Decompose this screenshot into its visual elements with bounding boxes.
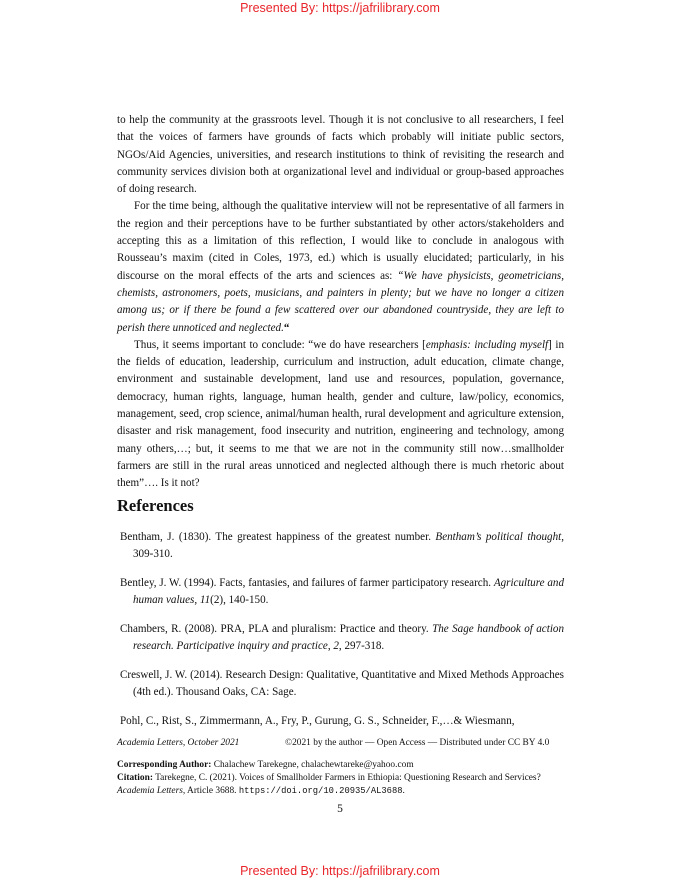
license-info: ©2021 by the author — Open Access — Distributed under CC BY 4.0: [285, 738, 550, 748]
ref-2-text: Bentley, J. W. (1994). Facts, fantasies, and failures of farmer participatory research.: [120, 577, 494, 589]
top-banner-link[interactable]: Presented By: https://jafrilibrary.com: [240, 1, 440, 15]
ref-3-sep: ,: [327, 640, 334, 652]
bottom-banner-link[interactable]: Presented By: https://jafrilibrary.com: [240, 864, 440, 878]
ref-1-source: Bentham’s political thought: [435, 531, 562, 543]
reference-item: [117, 575, 564, 609]
reference-item: [117, 529, 564, 563]
paragraph-3: [117, 337, 564, 493]
ref-4-text: Creswell, J. W. (2014). Research Design: Qualitative, Quantitative and Mixed Methods Approaches (4th ed.). Thousand Oaks, CA: Sage.: [120, 669, 564, 698]
ref-2-sep: ,: [194, 594, 200, 606]
references-heading: References: [117, 496, 194, 515]
paragraph-2-text: For the time being, although the qualitative interview will not be representative of all farmers in the region and their perceptions have to be further substantiated by other actors/stakeholders and accepting this as a limitation of this reflection, I would like to conclude in analogous with Rousseau’s maxim (cited in Coles, 1973, ed.) which is usually elucidated; particularly, in his discourse on the moral effects of the arts and sciences as:: [117, 200, 564, 282]
ref-1-pages: , 309-310.: [133, 531, 564, 560]
citation-article: , Article 3688.: [182, 786, 239, 796]
paragraph-3-text-a: Thus, it seems important to conclude: “we do have researchers [: [134, 338, 426, 351]
citation-journal: Academia Letters: [117, 786, 183, 796]
reference-item: [117, 667, 564, 701]
journal-info: Academia Letters, October 2021: [117, 738, 240, 748]
ref-2-volume: 11: [199, 594, 211, 606]
ref-2-source: Agriculture and human values: [133, 577, 564, 606]
ref-3-text: Chambers, R. (2008). PRA, PLA and pluralism: Practice and theory.: [120, 623, 433, 635]
page-number: 5: [337, 803, 343, 815]
paragraph-3-text-b: ] in the fields of education, leadership, curriculum and instruction, adult education, climate change, environment and sustainable development, land use and resources, population, governance, democracy, human rights, language, human health, gender and culture, law/policy, economics, management, seed, crop science, animal/human health, rural development and agriculture extension, disaster and risk management, food insecurity and nutrition, engineering and technology, among many others,…; but, it seems to me that we are not in the community still now…smallholder farmers are still in the rural areas unnoticed and neglected although there is much rhetoric about them”…. Is it not?: [117, 338, 564, 490]
reference-item: [117, 621, 564, 655]
paragraph-3-emphasis: emphasis: including myself: [425, 338, 549, 351]
reference-item: [117, 713, 564, 730]
corresponding-author: [117, 759, 577, 772]
author-label: Corresponding Author:: [117, 760, 212, 770]
ref-2-pages: (2), 140-150.: [210, 594, 269, 606]
references-list: [117, 529, 564, 742]
citation-text: Tarekegne, C. (2021). Voices of Smallholder Farmers in Ethiopia: Questioning Research and Services?: [152, 773, 541, 783]
quote-mark: “: [283, 321, 290, 334]
citation: [117, 772, 577, 798]
ref-3-volume: 2: [333, 640, 339, 652]
footer-line: [117, 738, 564, 748]
author-value: Chalachew Tarekegne, chalachewtareke@yahoo.com: [211, 760, 414, 770]
ref-3-pages: , 297-318.: [338, 640, 385, 652]
citation-end: .: [402, 786, 405, 796]
body-text: [117, 112, 564, 493]
footer-meta: [117, 759, 577, 798]
ref-3-source: The Sage handbook of action research. Participative inquiry and practice: [133, 623, 564, 652]
paragraph-1: to help the community at the grassroots level. Though it is not conclusive to all researchers, I feel that the voices of farmers have grounds of facts which probably will initiate public sectors, NGOs/Aid Agencies, universities, and research institutions to think of revisiting the research and community services division both at organizational level and individual or group-based approaches of doing research.: [117, 114, 564, 196]
ref-1-text: Bentham, J. (1830). The greatest happiness of the greatest number.: [120, 531, 436, 543]
paragraph-2: [117, 198, 564, 336]
ref-5-text: Pohl, C., Rist, S., Zimmermann, A., Fry, P., Gurung, G. S., Schneider, F.,…& Wiesmann,: [120, 715, 515, 727]
doi-link[interactable]: https://doi.org/10.20935/AL3688: [238, 786, 403, 796]
rousseau-quote: “We have physicists, geometricians, chemists, astronomers, poets, musicians, and painters in plenty; but we have no longer a citizen among us; or if there be found a few scattered over our abandoned countryside, they are left to perish there unnoticed and neglected.: [117, 269, 564, 334]
citation-label: Citation:: [117, 773, 153, 783]
